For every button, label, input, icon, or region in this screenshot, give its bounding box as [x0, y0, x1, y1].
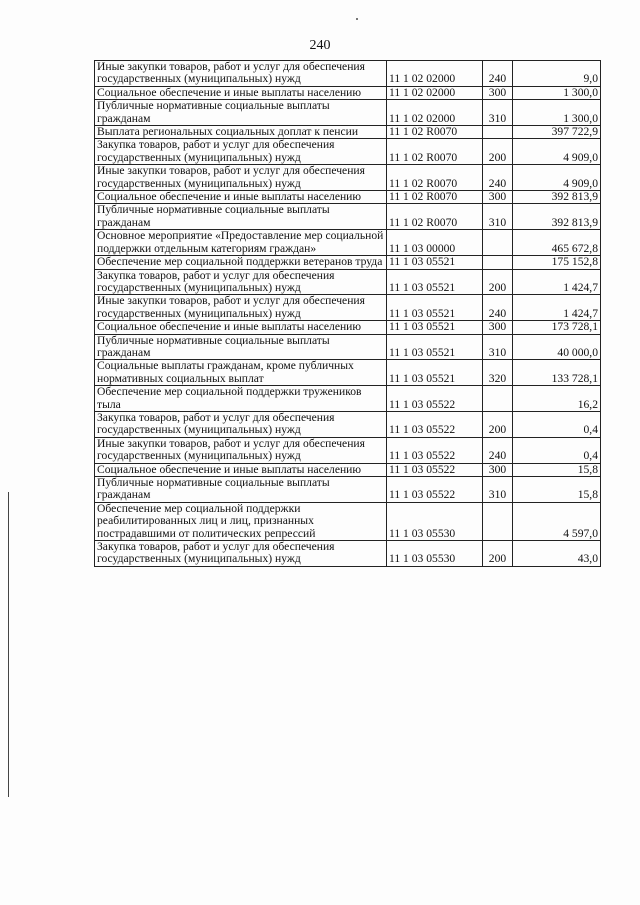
- row-name-cell: Социальное обеспечение и иные выплаты населению: [95, 86, 387, 99]
- row-name-cell: Основное мероприятие «Предоставление мер социальной поддержки отдельным категориям граждан»: [95, 230, 387, 256]
- row-expense-type-cell: 240: [483, 165, 513, 191]
- row-name-cell: Закупка товаров, работ и услуг для обеспечения государственных (муниципальных) нужд: [95, 139, 387, 165]
- row-name-cell: Обеспечение мер социальной поддержки реабилитированных лиц и лиц, признанных пострадавшими от политических репрессий: [95, 502, 387, 540]
- row-code-cell: 11 1 03 05521: [387, 334, 483, 360]
- table-row: [95, 191, 601, 204]
- row-expense-type-cell: 240: [483, 437, 513, 463]
- row-expense-type-cell: 300: [483, 321, 513, 334]
- row-name-cell: Публичные нормативные социальные выплаты гражданам: [95, 334, 387, 360]
- row-name-cell: Закупка товаров, работ и услуг для обеспечения государственных (муниципальных) нужд: [95, 411, 387, 437]
- row-sum-cell: 133 728,1: [513, 360, 601, 386]
- row-sum-cell: 43,0: [513, 541, 601, 567]
- row-name-cell: Публичные нормативные социальные выплаты гражданам: [95, 204, 387, 230]
- table-row: [95, 541, 601, 567]
- table-row: [95, 256, 601, 269]
- table-row: [95, 61, 601, 87]
- row-sum-cell: 392 813,9: [513, 191, 601, 204]
- row-code-cell: 11 1 03 05530: [387, 502, 483, 540]
- table-row: [95, 437, 601, 463]
- table-row: [95, 230, 601, 256]
- table-row: [95, 386, 601, 412]
- row-code-cell: 11 1 03 05530: [387, 541, 483, 567]
- row-expense-type-cell: 240: [483, 295, 513, 321]
- row-code-cell: 11 1 02 R0070: [387, 139, 483, 165]
- table-row: [95, 411, 601, 437]
- row-code-cell: 11 1 02 R0070: [387, 126, 483, 139]
- table-row: [95, 502, 601, 540]
- row-sum-cell: 4 909,0: [513, 139, 601, 165]
- row-name-cell: Социальное обеспечение и иные выплаты населению: [95, 191, 387, 204]
- row-sum-cell: 15,8: [513, 463, 601, 476]
- row-expense-type-cell: 310: [483, 204, 513, 230]
- row-code-cell: 11 1 02 R0070: [387, 165, 483, 191]
- row-name-cell: Социальное обеспечение и иные выплаты населению: [95, 463, 387, 476]
- row-name-cell: Закупка товаров, работ и услуг для обеспечения государственных (муниципальных) нужд: [95, 541, 387, 567]
- row-name-cell: Выплата региональных социальных доплат к пенсии: [95, 126, 387, 139]
- table-row: [95, 204, 601, 230]
- table-row: [95, 463, 601, 476]
- row-name-cell: Публичные нормативные социальные выплаты гражданам: [95, 100, 387, 126]
- row-name-cell: Обеспечение мер социальной поддержки ветеранов труда: [95, 256, 387, 269]
- table-row: [95, 100, 601, 126]
- row-sum-cell: 1 300,0: [513, 100, 601, 126]
- row-code-cell: 11 1 03 05522: [387, 437, 483, 463]
- page-number: 240: [309, 38, 331, 53]
- budget-table-body: [95, 61, 601, 567]
- table-row: [95, 126, 601, 139]
- row-expense-type-cell: 320: [483, 360, 513, 386]
- row-code-cell: 11 1 03 05522: [387, 411, 483, 437]
- row-sum-cell: 9,0: [513, 61, 601, 87]
- row-name-cell: Обеспечение мер социальной поддержки тружеников тыла: [95, 386, 387, 412]
- row-code-cell: 11 1 03 05522: [387, 386, 483, 412]
- row-sum-cell: 16,2: [513, 386, 601, 412]
- row-sum-cell: 0,4: [513, 411, 601, 437]
- table-row: [95, 165, 601, 191]
- row-name-cell: Иные закупки товаров, работ и услуг для обеспечения государственных (муниципальных) нужд: [95, 295, 387, 321]
- row-name-cell: Иные закупки товаров, работ и услуг для обеспечения государственных (муниципальных) нужд: [95, 165, 387, 191]
- row-code-cell: 11 1 02 R0070: [387, 204, 483, 230]
- row-expense-type-cell: [483, 230, 513, 256]
- row-expense-type-cell: [483, 126, 513, 139]
- row-expense-type-cell: 300: [483, 86, 513, 99]
- budget-table: [94, 60, 601, 567]
- row-sum-cell: 40 000,0: [513, 334, 601, 360]
- table-row: [95, 321, 601, 334]
- row-code-cell: 11 1 03 00000: [387, 230, 483, 256]
- row-expense-type-cell: [483, 502, 513, 540]
- row-sum-cell: 1 424,7: [513, 269, 601, 295]
- table-row: [95, 360, 601, 386]
- row-sum-cell: 15,8: [513, 477, 601, 503]
- table-row: [95, 334, 601, 360]
- row-expense-type-cell: [483, 386, 513, 412]
- row-expense-type-cell: 310: [483, 334, 513, 360]
- row-sum-cell: 0,4: [513, 437, 601, 463]
- row-sum-cell: 4 597,0: [513, 502, 601, 540]
- row-expense-type-cell: 300: [483, 463, 513, 476]
- row-code-cell: 11 1 02 R0070: [387, 191, 483, 204]
- row-code-cell: 11 1 03 05522: [387, 463, 483, 476]
- row-sum-cell: 1 300,0: [513, 86, 601, 99]
- row-expense-type-cell: 310: [483, 477, 513, 503]
- table-row: [95, 139, 601, 165]
- row-code-cell: 11 1 02 02000: [387, 61, 483, 87]
- row-code-cell: 11 1 03 05521: [387, 321, 483, 334]
- row-name-cell: Социальное обеспечение и иные выплаты населению: [95, 321, 387, 334]
- row-name-cell: Социальные выплаты гражданам, кроме публичных нормативных социальных выплат: [95, 360, 387, 386]
- row-sum-cell: 465 672,8: [513, 230, 601, 256]
- scan-speck: [356, 18, 358, 20]
- row-expense-type-cell: 200: [483, 139, 513, 165]
- row-expense-type-cell: [483, 256, 513, 269]
- row-name-cell: Иные закупки товаров, работ и услуг для обеспечения государственных (муниципальных) нужд: [95, 61, 387, 87]
- row-code-cell: 11 1 02 02000: [387, 86, 483, 99]
- row-sum-cell: 397 722,9: [513, 126, 601, 139]
- table-row: [95, 295, 601, 321]
- row-sum-cell: 1 424,7: [513, 295, 601, 321]
- row-sum-cell: 173 728,1: [513, 321, 601, 334]
- row-code-cell: 11 1 03 05521: [387, 295, 483, 321]
- row-expense-type-cell: 240: [483, 61, 513, 87]
- row-expense-type-cell: 300: [483, 191, 513, 204]
- row-code-cell: 11 1 03 05521: [387, 360, 483, 386]
- row-expense-type-cell: 200: [483, 269, 513, 295]
- row-code-cell: 11 1 03 05522: [387, 477, 483, 503]
- row-name-cell: Публичные нормативные социальные выплаты гражданам: [95, 477, 387, 503]
- row-sum-cell: 175 152,8: [513, 256, 601, 269]
- row-expense-type-cell: 310: [483, 100, 513, 126]
- row-code-cell: 11 1 02 02000: [387, 100, 483, 126]
- table-row: [95, 477, 601, 503]
- scan-margin-line: [8, 492, 9, 797]
- row-code-cell: 11 1 03 05521: [387, 256, 483, 269]
- row-sum-cell: 392 813,9: [513, 204, 601, 230]
- table-row: [95, 86, 601, 99]
- row-name-cell: Закупка товаров, работ и услуг для обеспечения государственных (муниципальных) нужд: [95, 269, 387, 295]
- row-name-cell: Иные закупки товаров, работ и услуг для обеспечения государственных (муниципальных) нужд: [95, 437, 387, 463]
- row-expense-type-cell: 200: [483, 411, 513, 437]
- row-sum-cell: 4 909,0: [513, 165, 601, 191]
- row-expense-type-cell: 200: [483, 541, 513, 567]
- row-code-cell: 11 1 03 05521: [387, 269, 483, 295]
- table-row: [95, 269, 601, 295]
